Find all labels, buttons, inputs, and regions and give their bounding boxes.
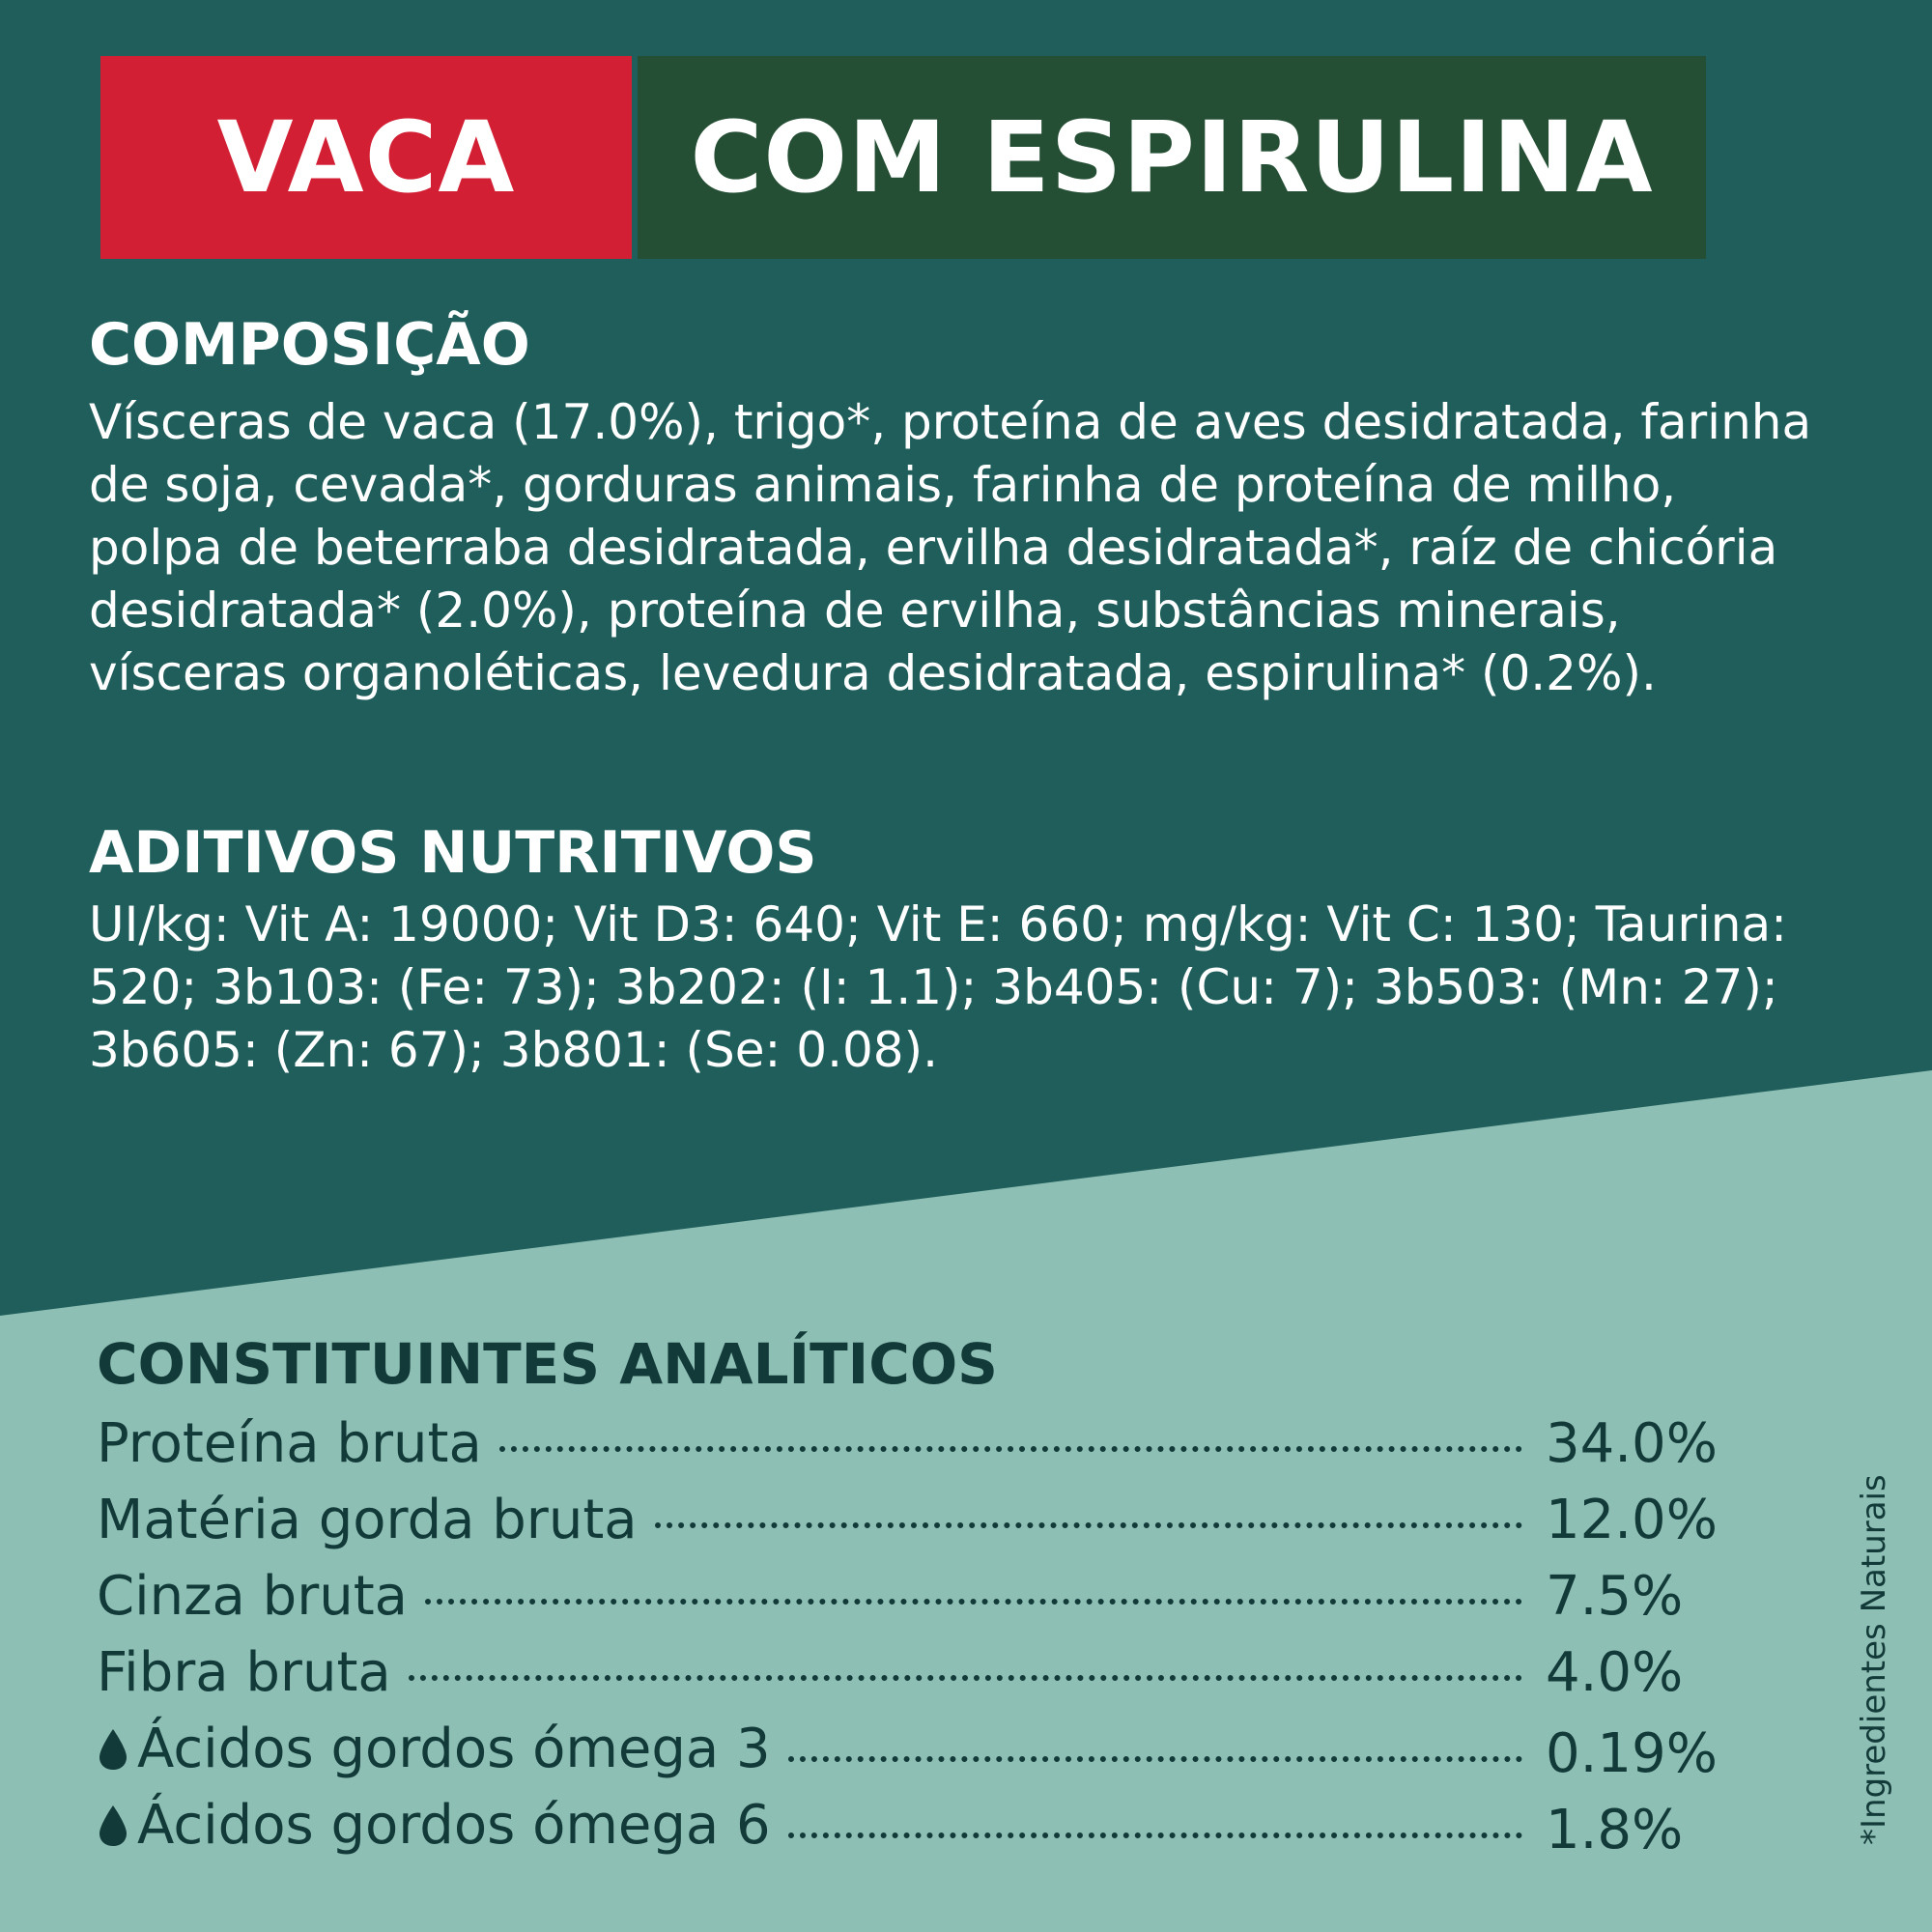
analytics-row [97, 1565, 1739, 1641]
analytics-row [97, 1794, 1739, 1870]
analytics-title: CONSTITUINTES ANALÍTICOS [97, 1331, 998, 1397]
additives-title: ADITIVOS NUTRITIVOS [89, 819, 817, 887]
composition-title: COMPOSIÇÃO [89, 311, 530, 379]
analytics-label-wrap [97, 1718, 771, 1780]
analytics-label: Matéria gorda bruta [97, 1489, 638, 1551]
dot-leader [499, 1446, 1522, 1452]
analytics-value: 12.0% [1546, 1489, 1718, 1551]
analytics-row [97, 1641, 1739, 1718]
analytics-label: Ácidos gordos ómega 3 [137, 1718, 771, 1780]
analytics-value: 34.0% [1546, 1412, 1718, 1475]
dot-leader [425, 1599, 1522, 1605]
additives-text: UI/kg: Vit A: 19000; Vit D3: 640; Vit E: 660; mg/kg: Vit C: 130; Taurina: 520; 3b103: (Fe: 73); 3b202: (I: 1.1); 3b405: (Cu: 7); 3b503: (Mn: 27); 3b605: (Zn: 67); 3b801: (Se: 0.08). [89, 896, 1787, 1078]
analytics-row [97, 1489, 1739, 1565]
banner-ingredient: COM ESPIRULINA [638, 56, 1706, 259]
analytics-row [97, 1718, 1739, 1794]
drop-icon [97, 1804, 129, 1848]
dot-leader [788, 1756, 1522, 1762]
analytics-value: 0.19% [1546, 1721, 1718, 1785]
analytics-value: 1.8% [1546, 1798, 1684, 1861]
banner-flavor: VACA [100, 56, 632, 259]
dot-leader [409, 1675, 1522, 1681]
analytics-list [97, 1412, 1739, 1870]
dot-leader [788, 1833, 1522, 1838]
analytics-label: Cinza bruta [97, 1565, 408, 1628]
dot-leader [655, 1522, 1522, 1528]
analytics-label: Ácidos gordos ómega 6 [137, 1794, 771, 1857]
analytics-label: Proteína bruta [97, 1412, 482, 1475]
analytics-value: 7.5% [1546, 1565, 1684, 1628]
analytics-label: Fibra bruta [97, 1641, 391, 1704]
analytics-row [97, 1412, 1739, 1489]
analytics-label-wrap [97, 1794, 771, 1857]
drop-icon [97, 1727, 129, 1772]
footnote-natural-ingredients: *Ingredientes Naturais [1855, 1474, 1893, 1845]
analytics-value: 4.0% [1546, 1641, 1684, 1704]
composition-text: Vísceras de vaca (17.0%), trigo*, proteína de aves desidratada, farinha de soja, cevada*, gorduras animais, farinha de proteína de milho, polpa de beterraba desidratada, ervilha desidratada*, raíz de chicória desidratada* (2.0%), proteína de ervilha, substâncias minerais, vísceras organoléticas, levedura desidratada, espirulina* (0.2%). [89, 394, 1812, 701]
